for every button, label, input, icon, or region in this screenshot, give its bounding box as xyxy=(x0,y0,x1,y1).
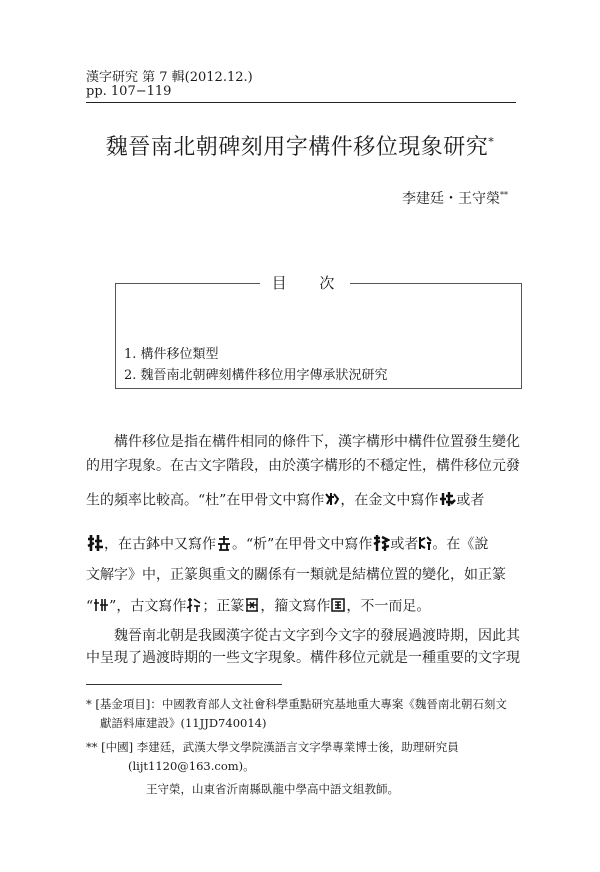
text-segment: ，籀文寫作 xyxy=(260,598,331,615)
paragraph-1-line-1: 構件移位是指在構件相同的條件下，漢字構形中構件位置發生變化 xyxy=(114,434,520,450)
paragraph-2-line-2: 中呈現了過渡時期的一些文字現象。構件移位元就是一種重要的文字現 xyxy=(86,650,520,666)
footnote-1-line-2: 獻語料庫建設》(11JJD740014) xyxy=(100,716,267,730)
ancient-script-glyph-icon xyxy=(186,597,202,616)
footnote-2-line-1: ** [中國] 李建廷，武漢大學文學院漢語言文字學專業博士後，助理研究員 xyxy=(86,740,459,754)
footnote-2-line-3: 王守榮，山東省沂南縣臥龍中學高中語文組教師。 xyxy=(146,782,399,796)
toc-item-1: 1. 構件移位類型 xyxy=(124,347,219,362)
oracle-bone-xi-glyph-icon xyxy=(372,534,390,555)
bronze-du-glyph-icon xyxy=(438,490,456,511)
footnote-rule xyxy=(86,684,282,685)
text-segment: ”，古文寫作 xyxy=(109,598,187,615)
oracle-bone-xi-variant-glyph-icon xyxy=(418,535,432,554)
text-segment: ，不一而足。 xyxy=(346,598,431,615)
page-range: pp. 107−119 xyxy=(86,84,172,99)
toc-item-2: 2. 魏晉南北朝碑刻構件移位用字傳承狀況研究 xyxy=(124,368,388,383)
text-segment: 。“析”在甲骨文中寫作 xyxy=(232,536,373,553)
footnote-1-line-1: * [基金項目]：中國教育部人文社會科學重點研究基地重大專案《魏晉南北朝石刻文 xyxy=(86,697,507,711)
text-segment: 或者 xyxy=(456,492,485,509)
text-segment: ，在金文中寫作 xyxy=(340,492,439,509)
title-footnote-mark: * xyxy=(488,135,495,149)
toc-heading: 目 次 xyxy=(260,272,350,293)
text-segment: 。在《說 xyxy=(432,536,489,553)
text-segment: 或者 xyxy=(390,536,419,553)
text-segment: “ xyxy=(86,598,94,615)
footnote-2-line-2: (lijt1120@163.com)。 xyxy=(128,759,255,773)
paper-title-text: 魏晉南北朝碑刻用字構件移位現象研究 xyxy=(105,135,489,160)
author-names: 李建廷・王守榮 xyxy=(402,191,500,207)
header-rule xyxy=(86,102,516,103)
oracle-bone-du-glyph-icon xyxy=(324,491,340,510)
paragraph-1-line-2: 的用字現象。在古文字階段，由於漢字構形的不穩定性，構件移位元發 xyxy=(86,458,520,474)
zhou-script-glyph-icon xyxy=(330,597,346,616)
bronze-du-variant-glyph-icon xyxy=(86,533,104,556)
paragraph-1-line-6 xyxy=(86,597,430,616)
text-segment: ；正篆 xyxy=(202,598,245,615)
authors xyxy=(402,188,508,208)
paragraph-1-line-4 xyxy=(86,533,488,556)
text-segment: ，在古鉢中又寫作 xyxy=(104,536,216,553)
paragraph-1-line-3 xyxy=(86,490,484,511)
seal-du-glyph-icon xyxy=(216,535,232,554)
seal-script-glyph-icon xyxy=(244,597,260,616)
small-seal-glyph-icon xyxy=(93,597,109,616)
journal-header: 漢字研究 第 7 輯(2012.12.) xyxy=(86,70,253,85)
text-segment: 生的頻率比較高。“杜”在甲骨文中寫作 xyxy=(86,492,325,509)
paper-title xyxy=(0,130,600,161)
paragraph-2-line-1: 魏晉南北朝是我國漢字從古文字到今文字的發展過渡時期，因此其 xyxy=(114,628,520,644)
author-footnote-mark: ** xyxy=(500,190,508,200)
paragraph-1-line-5: 文解字》中，正篆與重文的關係有一類就是結構位置的變化，如正篆 xyxy=(86,567,506,583)
